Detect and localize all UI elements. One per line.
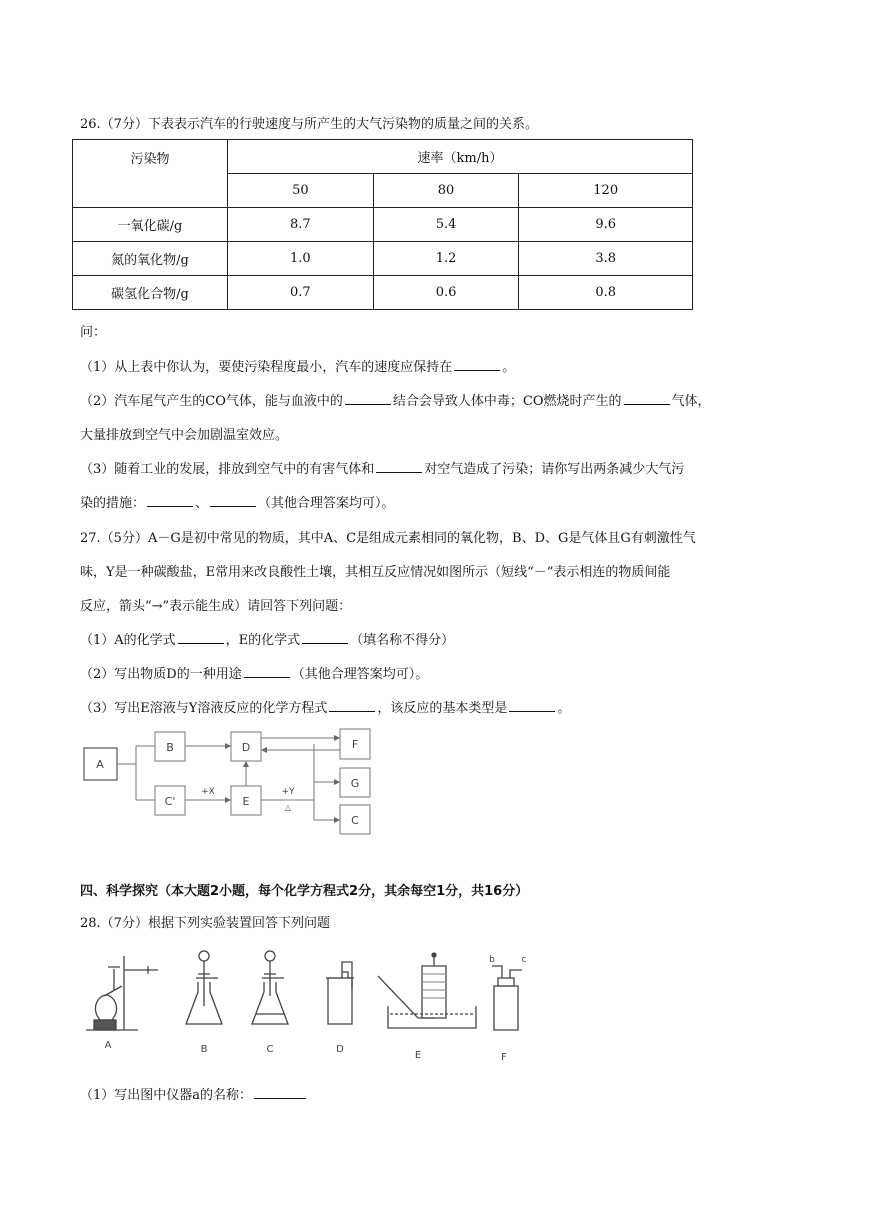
q26-p1-end: 。 [502, 360, 516, 375]
tube-c-tag: c [521, 955, 527, 965]
q28-part1 [80, 1084, 308, 1103]
node-e: E [242, 795, 250, 808]
q27-line1: 27.（5分）A－G是初中常见的物质，其中A、C是组成元素相同的氧化物，B、D、G是气体且G有刺激性气 [80, 531, 696, 546]
node-b: B [166, 741, 174, 754]
cell: 0.7 [228, 276, 374, 310]
q27-p1-text-c: （填名称不得分） [350, 633, 455, 648]
row-name: 一氧化碳/g [73, 208, 228, 242]
q26-ask: 问： [80, 325, 107, 340]
answer-blank[interactable] [178, 631, 224, 644]
tube-b-tag: b [489, 955, 495, 965]
q26-p1-text: （1）从上表中你认为，要使污染程度最小，汽车的速度应保持在 [80, 360, 453, 375]
label-b: B [200, 1044, 208, 1055]
node-a: A [96, 758, 104, 771]
label-f: F [501, 1052, 507, 1063]
node-c-prime: C' [164, 795, 176, 808]
header-speed: 速率（km/h） [228, 140, 693, 174]
apparatus-f [492, 966, 522, 1030]
table-row [73, 276, 693, 310]
q26-stem: 26.（7分）下表表示汽车的行驶速度与所产生的大气污染物的质量之间的关系。 [80, 117, 538, 132]
q26-p2-text-c: 气体， [671, 394, 711, 409]
q27-p3-text-c: 。 [557, 701, 571, 716]
q26-p3-text-a: （3）随着工业的发展，排放到空气中的有害气体和 [80, 462, 375, 477]
q27-p3-text-a: （3）写出E溶液与Y溶液反应的化学方程式 [80, 701, 328, 716]
reaction-diagram [78, 726, 398, 836]
label-e: E [414, 1050, 422, 1061]
cell: 0.8 [519, 276, 693, 310]
cell: 8.7 [228, 208, 374, 242]
q26-p3-text-b: 对空气造成了污染；请你写出两条减少大气污 [424, 462, 685, 477]
speed-50: 50 [228, 174, 374, 208]
answer-blank[interactable] [509, 699, 555, 712]
q27-p2-text-b: （其他合理答案均可）。 [291, 667, 429, 682]
row-name: 碳氢化合物/g [73, 276, 228, 310]
answer-blank[interactable] [376, 460, 422, 473]
q26-p3-text-c: 染的措施： [80, 496, 146, 511]
q26-part3-cont [80, 492, 395, 511]
answer-blank[interactable] [254, 1086, 306, 1099]
q26-part3 [80, 458, 684, 477]
q26-part2 [80, 390, 711, 409]
node-c: C [351, 814, 359, 827]
cell: 1.0 [228, 242, 374, 276]
table-row [73, 242, 693, 276]
answer-blank[interactable] [624, 392, 670, 405]
q26-p3-text-d: 、 [195, 496, 209, 511]
q28-p1-text: （1）写出图中仪器a的名称： [80, 1088, 253, 1103]
q27-p2-text-a: （2）写出物质D的一种用途 [80, 667, 242, 682]
cell: 5.4 [373, 208, 519, 242]
q27-p1-text-b: ，E的化学式 [225, 633, 301, 648]
apparatus-e [378, 953, 476, 1028]
q28-stem: 28.（7分）根据下列实验装置回答下列问题 [80, 916, 330, 931]
apparatus-d [326, 962, 354, 1024]
cell: 9.6 [519, 208, 693, 242]
answer-blank[interactable] [244, 665, 290, 678]
label-plus-x: +X [201, 787, 215, 797]
section-4-title: 四、科学探究（本大题2小题，每个化学方程式2分，其余每空1分，共16分） [80, 884, 529, 899]
answer-blank[interactable] [147, 494, 193, 507]
header-pollutant: 污染物 [73, 140, 228, 208]
q27-part3 [80, 697, 570, 716]
table-row [73, 208, 693, 242]
cell: 3.8 [519, 242, 693, 276]
node-g: G [350, 777, 360, 790]
label-heat: △ [284, 803, 292, 812]
answer-blank[interactable] [302, 631, 348, 644]
q26-part1 [80, 356, 515, 375]
apparatus-a [86, 956, 158, 1030]
q26-p2-text-b: 结合会导致人体中毒；CO燃烧时产生的 [392, 394, 622, 409]
answer-blank[interactable] [345, 392, 391, 405]
apparatus-b [186, 951, 222, 1024]
node-f: F [351, 738, 359, 751]
row-name: 氮的氧化物/g [73, 242, 228, 276]
q26-part2-cont: 大量排放到空气中会加剧温室效应。 [80, 428, 289, 443]
q27-p1-text-a: （1）A的化学式 [80, 633, 176, 648]
label-a: A [104, 1040, 112, 1051]
label-d: D [336, 1044, 344, 1055]
cell: 0.6 [373, 276, 519, 310]
answer-blank[interactable] [329, 699, 375, 712]
q27-p3-text-b: ，该反应的基本类型是 [377, 701, 508, 716]
answer-blank[interactable] [454, 358, 500, 371]
label-plus-y: +Y [281, 787, 295, 797]
q27-line3: 反应，箭头“→”表示能生成）请回答下列问题： [80, 599, 352, 614]
q27-part1 [80, 629, 454, 648]
speed-80: 80 [373, 174, 519, 208]
q26-p2-text-a: （2）汽车尾气产生的CO气体，能与血液中的 [80, 394, 343, 409]
speed-120: 120 [519, 174, 693, 208]
q26-p3-text-e: （其他合理答案均可）。 [258, 496, 395, 511]
q27-part2 [80, 663, 428, 682]
answer-blank[interactable] [210, 494, 256, 507]
apparatus-figure [78, 948, 558, 1068]
cell: 1.2 [373, 242, 519, 276]
pollution-table [72, 139, 693, 310]
q27-line2: 味，Y是一种碳酸盐，E常用来改良酸性土壤，其相互反应情况如图所示（短线“－”表示相连的物质间能 [80, 565, 671, 580]
node-d: D [241, 741, 251, 754]
apparatus-c [252, 951, 288, 1024]
label-c: C [266, 1044, 274, 1055]
